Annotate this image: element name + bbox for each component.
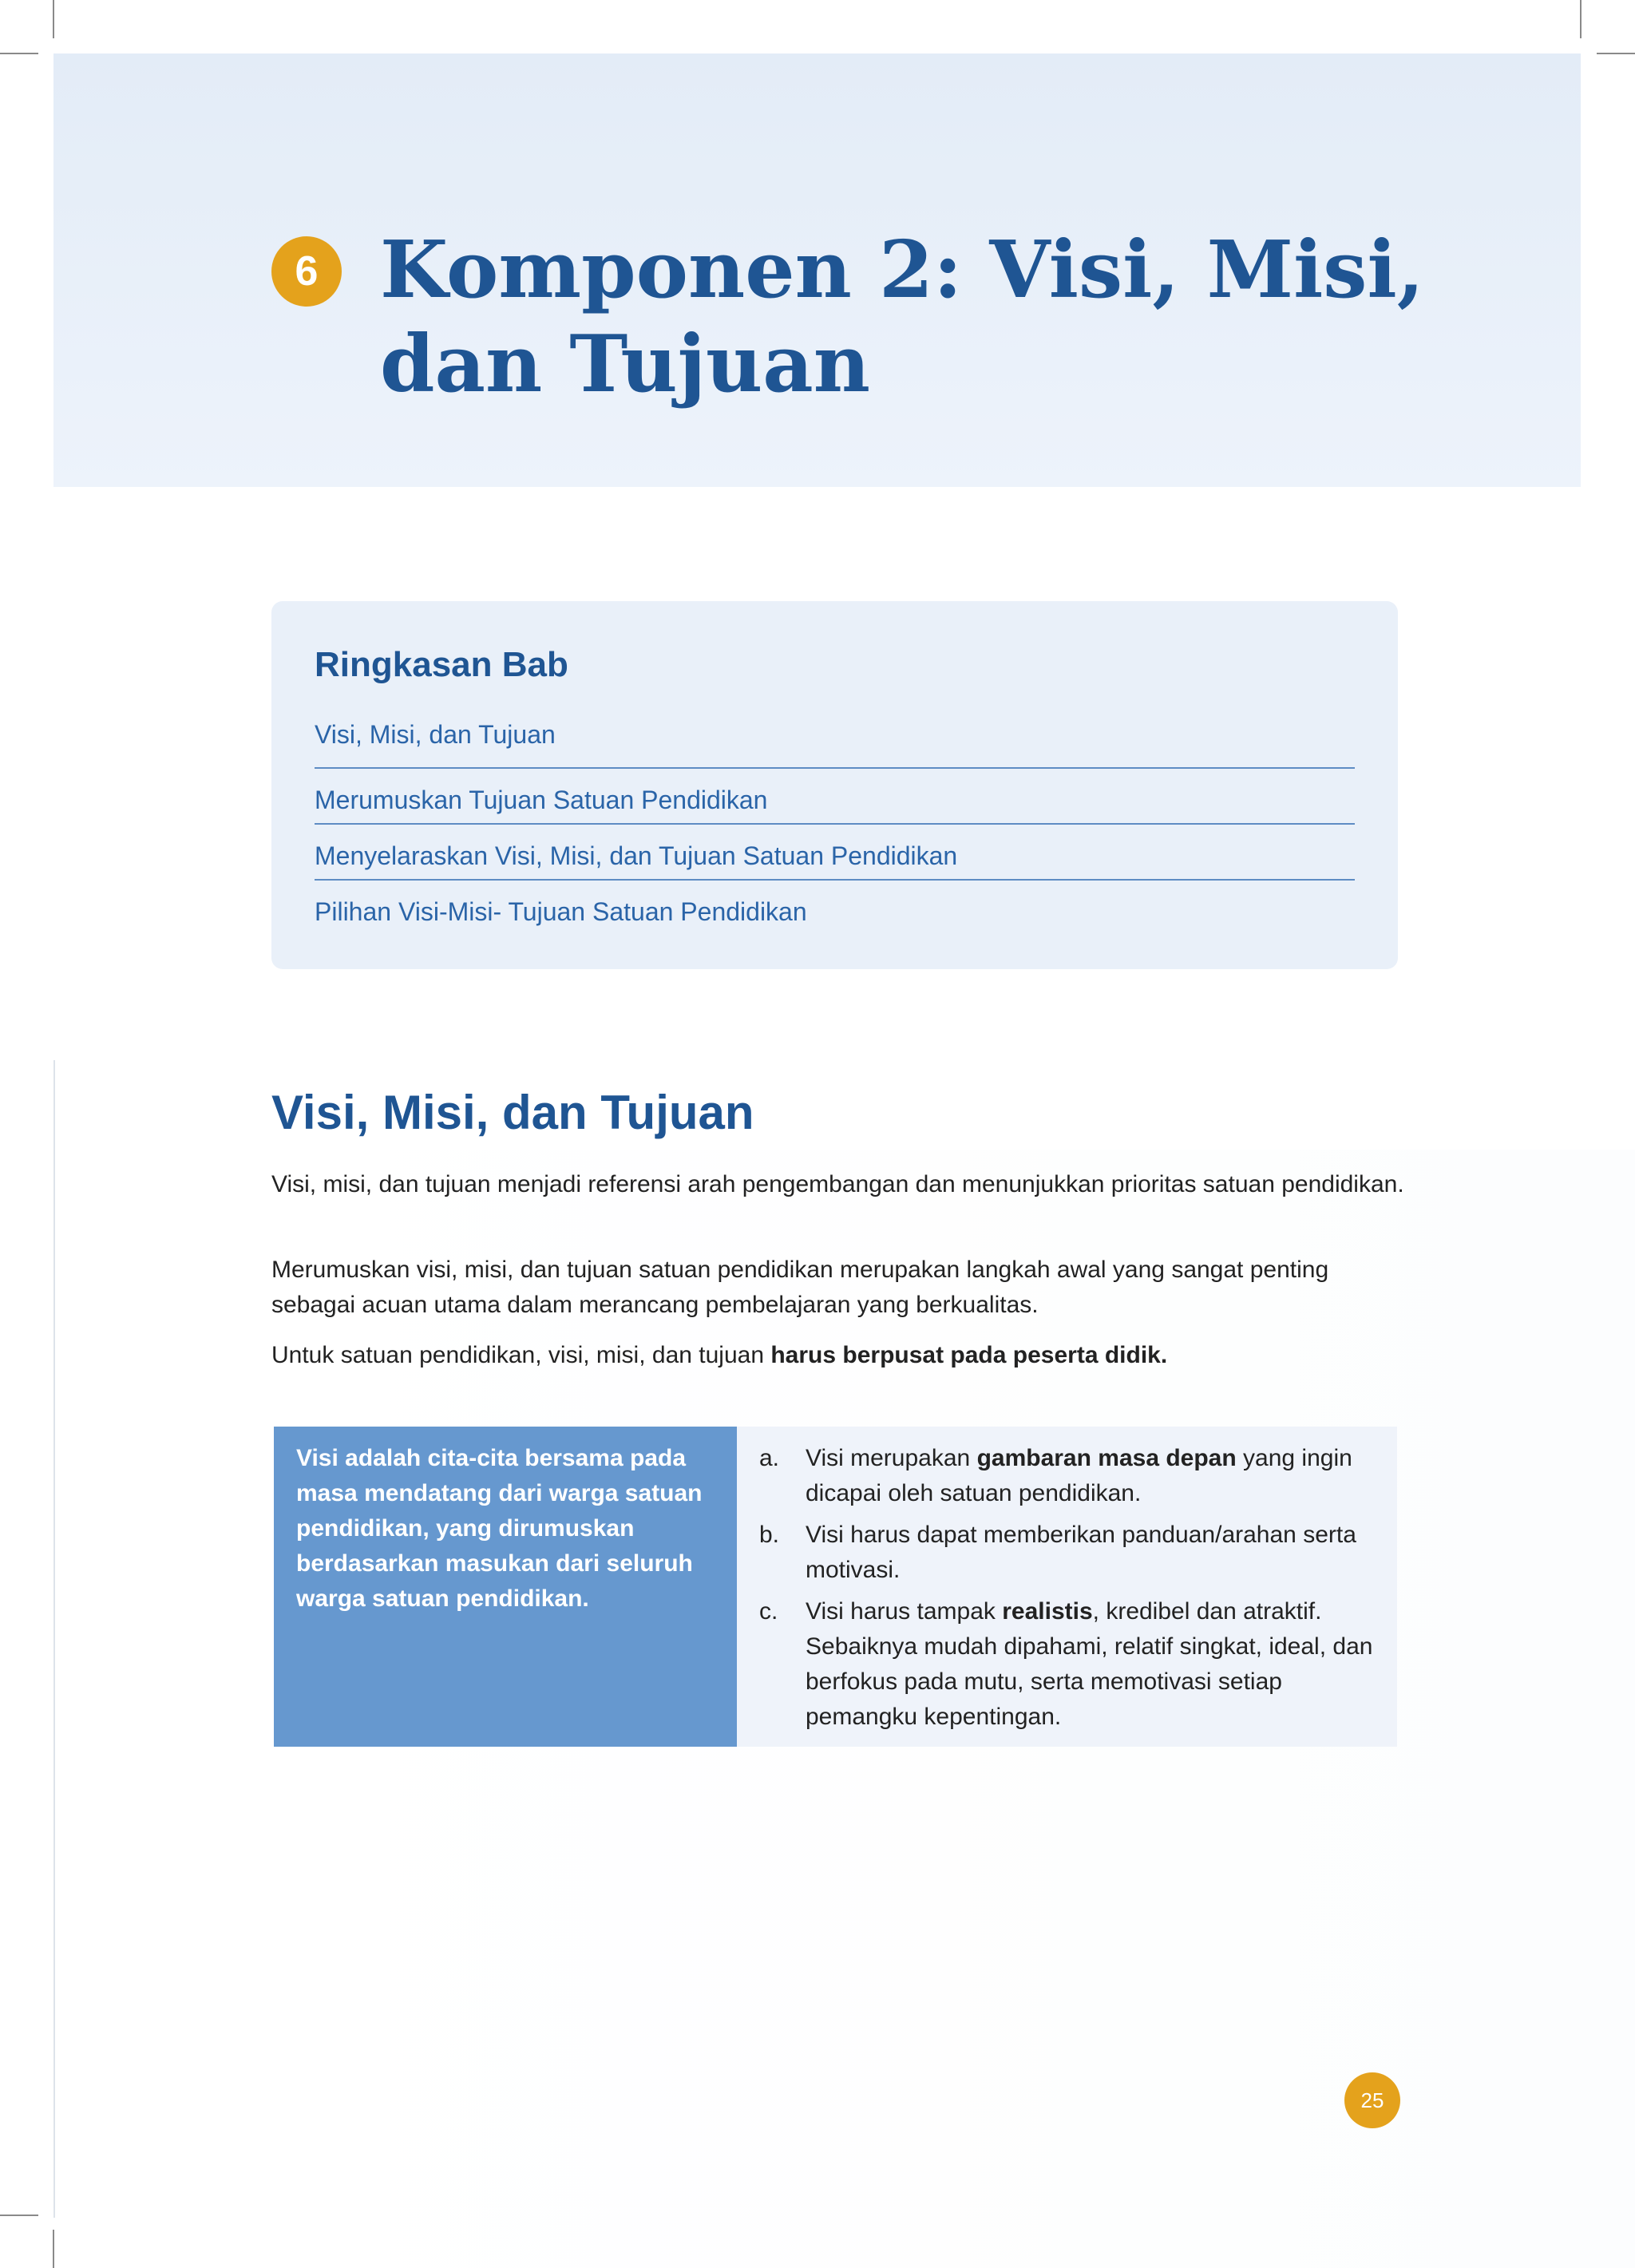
list-text: Visi merupakan xyxy=(806,1445,977,1471)
summary-link[interactable]: Merumuskan Tujuan Satuan Pendidikan xyxy=(315,769,1355,825)
margin-rule xyxy=(53,1060,55,2218)
summary-link[interactable]: Pilihan Visi-Misi- Tujuan Satuan Pendidikan xyxy=(315,897,807,926)
list-text: Visi harus dapat memberikan panduan/arahan serta motivasi. xyxy=(806,1522,1356,1583)
vision-definition-table xyxy=(274,1427,1397,1747)
paragraph xyxy=(271,1338,1405,1373)
crop-mark xyxy=(0,2215,38,2216)
chapter-title: Komponen 2: Visi, Misi, dan Tujuan xyxy=(380,224,1424,410)
list-marker: b. xyxy=(759,1522,780,1548)
list-marker: a. xyxy=(759,1445,780,1471)
vision-term: Visi xyxy=(296,1445,338,1471)
page-number-badge: 25 xyxy=(1344,2072,1400,2128)
list-item-text xyxy=(806,1441,1381,1511)
list-text: yang ingin dicapai oleh satuan pendidikan. xyxy=(806,1445,1352,1506)
crop-mark xyxy=(53,2230,54,2268)
list-item-text xyxy=(806,1594,1381,1735)
chapter-number-badge: 6 xyxy=(271,236,342,307)
list-text: Visi harus tampak xyxy=(806,1598,1003,1625)
crop-mark xyxy=(0,53,38,54)
list-item xyxy=(759,1518,1381,1588)
paragraph: Visi, misi, dan tujuan menjadi referensi arah pengembangan dan menunjukkan prioritas satuan pendidikan. xyxy=(271,1171,1404,1197)
summary-link[interactable]: Menyelaraskan Visi, Misi, dan Tujuan Satuan Pendidikan xyxy=(315,825,1355,881)
crop-mark xyxy=(1580,0,1582,38)
paragraph-text: Untuk satuan pendidikan, visi, misi, dan tujuan xyxy=(271,1342,771,1368)
list-item-text xyxy=(806,1518,1381,1588)
summary-link[interactable]: Visi, Misi, dan Tujuan xyxy=(315,713,1355,769)
crop-mark xyxy=(53,0,54,38)
list-text: , kredibel dan atraktif. Sebaiknya mudah dipahami, relatif singkat, ideal, dan berfokus pada mutu, serta memotivasi setiap pemangku kepentingan. xyxy=(806,1598,1373,1730)
list-emphasis: realistis xyxy=(1002,1598,1093,1625)
list-emphasis: gambaran masa depan xyxy=(976,1445,1237,1471)
list-marker: c. xyxy=(759,1598,778,1625)
vision-criteria-list xyxy=(737,1427,1397,1747)
list-item xyxy=(759,1594,1381,1735)
summary-title: Ringkasan Bab xyxy=(315,645,568,684)
vision-definition-text: adalah cita-cita bersama pada masa mendatang dari warga satuan pendidikan, yang dirumuskan berdasarkan masukan dari seluruh warga satuan pendidikan. xyxy=(296,1445,703,1612)
vision-definition xyxy=(274,1427,737,1747)
crop-mark xyxy=(1597,53,1635,54)
chapter-summary-box xyxy=(271,601,1398,969)
section-heading: Visi, Misi, dan Tujuan xyxy=(271,1086,754,1139)
paragraph-emphasis: harus berpusat pada peserta didik. xyxy=(770,1342,1168,1368)
paragraph: Merumuskan visi, misi, dan tujuan satuan pendidikan merupakan langkah awal yang sangat penting sebagai acuan utama dalam merancang pembelajaran yang berkualitas. xyxy=(271,1257,1329,1318)
list-item xyxy=(759,1441,1381,1511)
